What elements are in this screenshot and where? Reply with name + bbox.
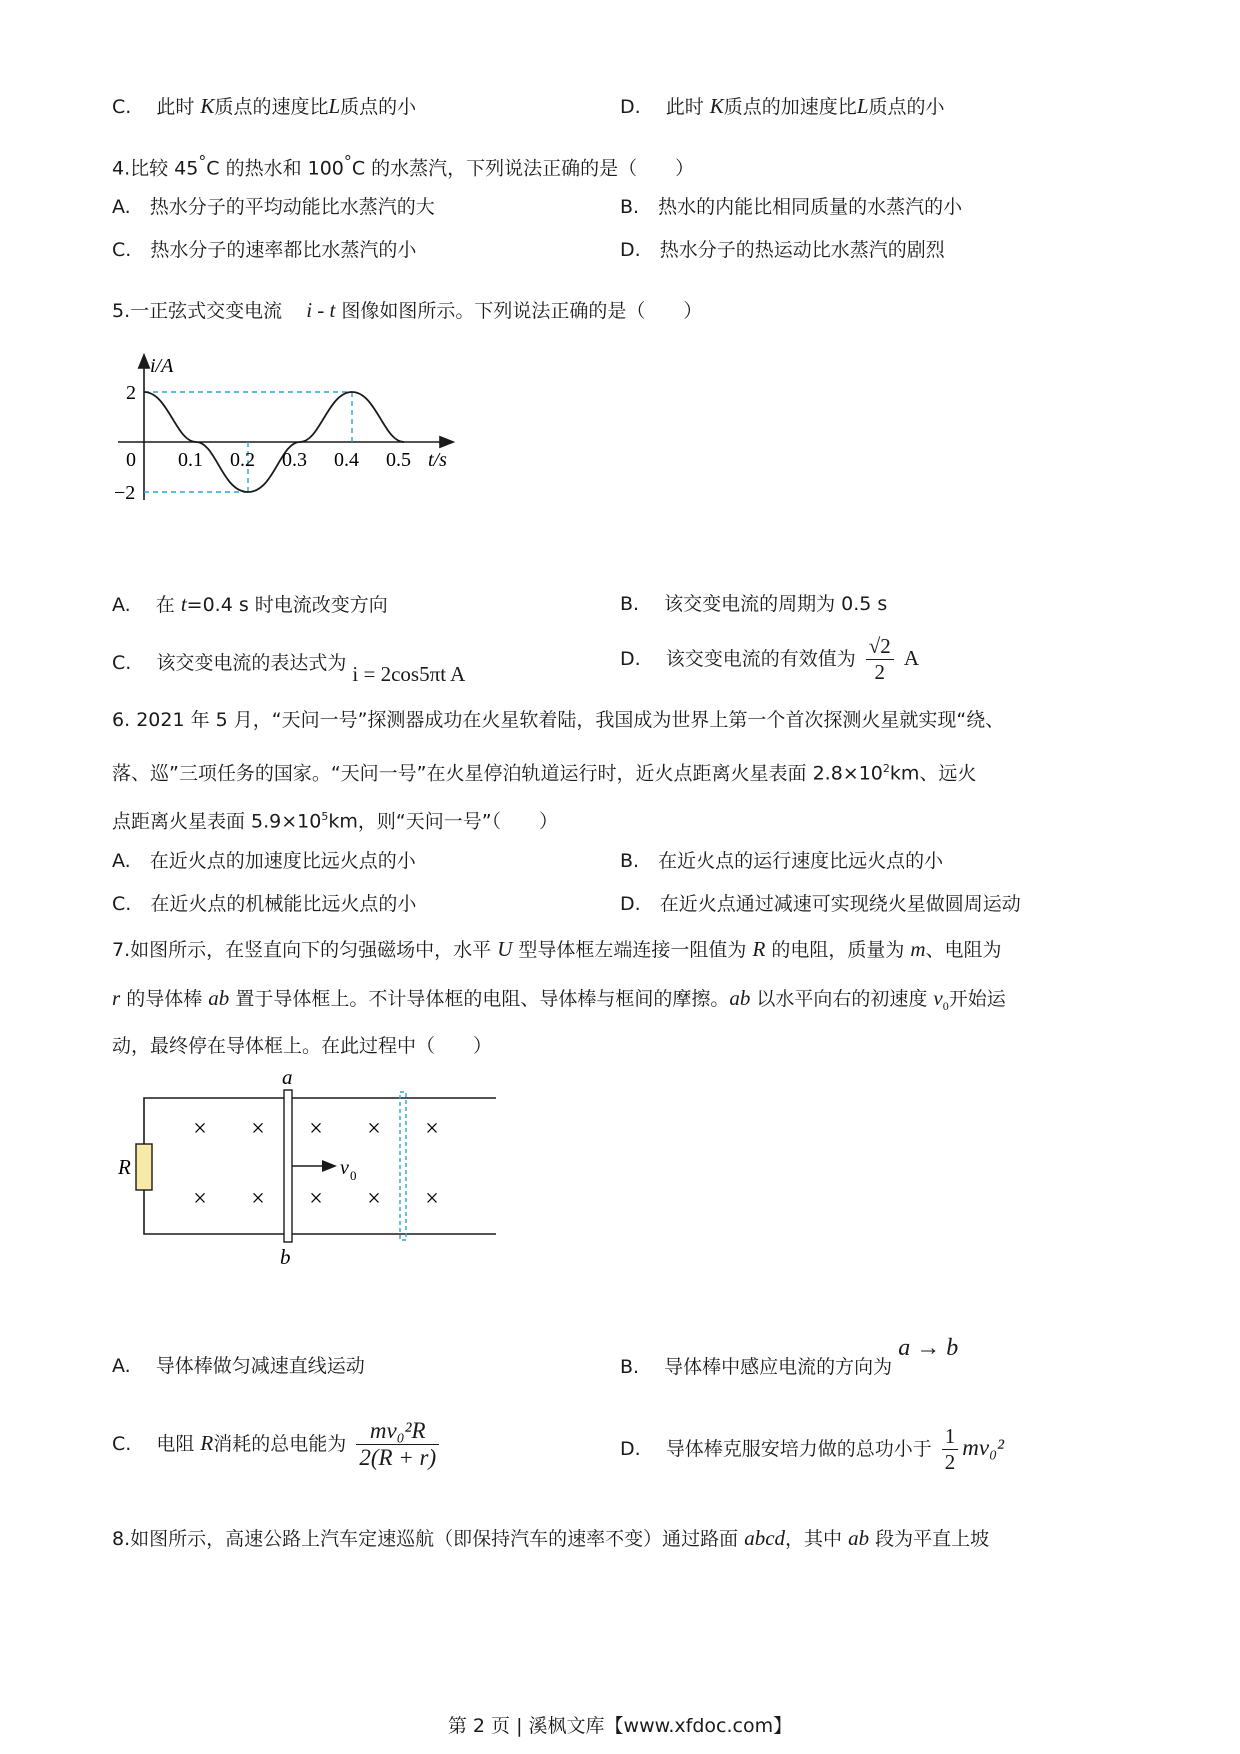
x-axis-label: t/s [428, 449, 447, 471]
var-abcd: abcd [744, 1526, 786, 1550]
option-text: 在近火点的运行速度比远火点的小 [658, 850, 944, 872]
exponent: 5 [321, 810, 329, 823]
text: 点距离火星表面 5.9×10 [112, 810, 322, 833]
formula: i = 2cos5πt A [352, 662, 466, 686]
option-text: 在近火点通过减速可实现绕火星做圆周运动 [659, 893, 1021, 915]
q6-stem-line1 [112, 708, 1004, 732]
q3-option-c[interactable] [112, 94, 416, 119]
option-label: D. [620, 96, 641, 118]
text: 如图所示，在竖直向下的匀强磁场中，水平 [130, 939, 498, 961]
q6-option-a[interactable] [112, 849, 416, 873]
option-text: 热水的内能比相同质量的水蒸汽的小 [658, 196, 963, 218]
text: 开始运 [948, 988, 1006, 1010]
x-tick: 0.2 [230, 449, 255, 471]
fraction [356, 1418, 439, 1471]
text: 质点的速度比 [214, 96, 329, 118]
text: 型导体框左端连接一阻值为 [512, 939, 753, 961]
q7-option-b[interactable] [620, 1335, 959, 1379]
text: 段为平直上坡 [869, 1528, 990, 1550]
text: 如图所示，高速公路上汽车定速巡航（即保持汽车的速率不变）通过路面 [130, 1528, 745, 1550]
denominator: 2 [944, 1450, 956, 1474]
resistor-label: R [118, 1155, 131, 1179]
var-r: r [112, 986, 121, 1010]
text: 动，最终停在导体框上。在此过程中（ ） [112, 1035, 493, 1057]
text: 图像如图所示。下列说法正确的是（ ） [341, 300, 703, 322]
velocity-subscript: 0 [350, 1168, 357, 1183]
option-text: 热水分子的平均动能比水蒸汽的大 [149, 196, 435, 218]
option-label: A. [112, 1355, 131, 1377]
q7-option-c[interactable] [112, 1418, 443, 1471]
field-cross: × [193, 1116, 207, 1142]
q4-option-d[interactable] [620, 238, 945, 262]
var-l: L [856, 94, 869, 118]
text: 置于导体框上。不计导体框的电阻、导体棒与框间的摩擦。 [229, 988, 730, 1010]
option-text: 该交变电流的表达式为 [156, 652, 347, 674]
option-text: 在近火点的机械能比远火点的小 [150, 893, 417, 915]
text: 此时 [665, 96, 704, 118]
rod-ab [284, 1090, 292, 1242]
q5-sine-graph [112, 350, 462, 520]
q3-option-d[interactable] [620, 94, 945, 119]
text: 落、巡”三项任务的国家。“天问一号”在火星停泊轨道运行时，近火点距离火星表面 2.8×10 [112, 762, 883, 785]
text: 质点的加速度比 [723, 96, 857, 118]
field-cross: × [367, 1116, 381, 1142]
q7-stem-line3 [112, 1034, 492, 1058]
subscript: 0 [942, 998, 949, 1013]
option-label: B. [620, 1356, 640, 1378]
formula: mv₀² [962, 1435, 1004, 1460]
q5-option-c[interactable] [112, 650, 466, 686]
text: 2021 年 5 月，“天问一号”探测器成功在火星软着陆，我国成为世界上第一个首次探测火星就实现“绕、 [136, 709, 1005, 731]
unit: A [903, 646, 920, 670]
option-label: B. [620, 593, 640, 615]
resistor [136, 1144, 152, 1190]
text: 的导体棒 [120, 988, 209, 1010]
numerator: 1 [942, 1424, 959, 1450]
q8-stem [112, 1526, 989, 1551]
text: C 的热水和 100 [206, 157, 344, 180]
option-label: A. [112, 850, 131, 872]
q4-option-a[interactable] [112, 195, 435, 219]
option-text: 导体棒克服安培力做的总功小于 [665, 1438, 932, 1460]
text: =0.4 s 时电流改变方向 [186, 594, 388, 616]
x-tick: 0.3 [282, 449, 307, 471]
rod-label-a: a [282, 1068, 293, 1089]
field-cross: × [251, 1186, 265, 1212]
q7-option-a[interactable] [112, 1354, 365, 1378]
text: 电阻 [156, 1433, 195, 1455]
formula: a → b [898, 1335, 959, 1361]
q7-circuit-figure [112, 1068, 512, 1273]
option-text: 该交变电流的周期为 0.5 s [664, 593, 888, 615]
option-label: A. [112, 594, 131, 616]
var-i-t: i - t [306, 298, 336, 322]
y-tick-2: 2 [126, 382, 136, 404]
text: 以水平向右的初速度 [750, 988, 934, 1010]
text: 比较 45 [130, 157, 199, 180]
var-v: v [933, 986, 943, 1010]
var-k: K [709, 94, 724, 118]
q4-option-c[interactable] [112, 238, 416, 262]
field-cross: × [309, 1116, 323, 1142]
option-label: B. [620, 850, 640, 872]
option-text: 导体棒做匀减速直线运动 [155, 1355, 365, 1377]
q5-option-a[interactable] [112, 592, 388, 617]
x-tick: 0.5 [386, 449, 411, 471]
q5-stem [112, 298, 702, 323]
rod-label-b: b [280, 1245, 291, 1269]
q6-option-c[interactable] [112, 892, 416, 916]
var-u: U [497, 937, 513, 961]
text: 质点的小 [868, 96, 945, 118]
option-label: D. [620, 1438, 641, 1460]
var-l: L [328, 94, 341, 118]
q7-stem-line2 [112, 986, 1006, 1018]
q6-stem-line2 [112, 757, 976, 785]
velocity-label: v [340, 1157, 349, 1179]
var-k: K [200, 94, 215, 118]
fraction [942, 1424, 959, 1475]
denominator: 2(R + r) [359, 1445, 437, 1470]
question-number: 5. [112, 300, 131, 322]
option-label: D. [620, 893, 641, 915]
text: 此时 [156, 96, 195, 118]
option-label: C. [112, 893, 132, 915]
text: 消耗的总电能为 [213, 1433, 347, 1455]
exponent: 2 [882, 762, 890, 775]
option-text: 该交变电流的有效值为 [665, 648, 856, 670]
question-number: 7. [112, 939, 131, 961]
q7-option-d[interactable] [620, 1424, 1004, 1475]
field-cross: × [367, 1186, 381, 1212]
var-t: t [180, 592, 187, 616]
option-label: D. [620, 239, 641, 261]
option-label: D. [620, 648, 641, 670]
page-footer [0, 1714, 1240, 1738]
option-text: 在近火点的加速度比远火点的小 [149, 850, 416, 872]
denominator: 2 [874, 660, 886, 684]
q6-option-b[interactable] [620, 849, 943, 873]
field-cross: × [425, 1186, 439, 1212]
text: km、远火 [889, 762, 977, 785]
footer-text: 第 2 页 | 溪枫文库【www.xfdoc.com】 [447, 1715, 793, 1737]
fraction [866, 634, 894, 685]
option-label: C. [112, 1433, 132, 1455]
q6-option-d[interactable] [620, 892, 1021, 916]
x-tick: 0.1 [178, 449, 203, 471]
origin-label: 0 [126, 449, 136, 471]
rod-final-position [400, 1092, 406, 1240]
degree: ° [343, 152, 352, 171]
text: 一正弦式交变电流 [130, 300, 283, 322]
y-axis-label: i/A [150, 355, 174, 377]
question-number: 6. [112, 709, 131, 731]
text: C 的水蒸汽，下列说法正确的是（ ） [351, 157, 695, 180]
q4-stem [112, 150, 694, 180]
field-cross: × [251, 1116, 265, 1142]
var-m: m [910, 937, 926, 961]
option-label: A. [112, 196, 131, 218]
text: ，其中 [785, 1528, 849, 1550]
field-cross: × [425, 1116, 439, 1142]
field-cross: × [193, 1186, 207, 1212]
var-r: R [200, 1431, 214, 1455]
field-cross: × [309, 1186, 323, 1212]
question-number: 4. [112, 157, 131, 180]
numerator: √2 [866, 634, 894, 660]
text: 质点的小 [340, 96, 417, 118]
q6-stem-line3 [112, 805, 558, 833]
q7-stem-line1 [112, 937, 1002, 962]
text: 的电阻，质量为 [765, 939, 911, 961]
q5-option-d[interactable] [620, 634, 919, 685]
option-text: 热水分子的热运动比水蒸汽的剧烈 [659, 239, 945, 261]
option-text: 热水分子的速率都比水蒸汽的小 [150, 239, 417, 261]
numerator: mv₀²R [356, 1418, 439, 1445]
var-r: R [752, 937, 766, 961]
q5-option-b[interactable] [620, 592, 887, 616]
var-ab: ab [729, 986, 751, 1010]
degree: ° [198, 152, 207, 171]
var-ab: ab [208, 986, 230, 1010]
option-label: C. [112, 96, 132, 118]
var-ab: ab [848, 1526, 870, 1550]
option-text: 导体棒中感应电流的方向为 [664, 1356, 893, 1378]
text: 、电阻为 [925, 939, 1002, 961]
question-number: 8. [112, 1528, 131, 1550]
x-tick: 0.4 [334, 449, 359, 471]
option-label: C. [112, 652, 132, 674]
option-label: B. [620, 196, 640, 218]
text: km，则“天问一号”（ ） [328, 810, 559, 833]
option-label: C. [112, 239, 132, 261]
text: 在 [155, 594, 175, 616]
y-tick-neg2: −2 [114, 482, 136, 504]
q4-option-b[interactable] [620, 195, 962, 219]
